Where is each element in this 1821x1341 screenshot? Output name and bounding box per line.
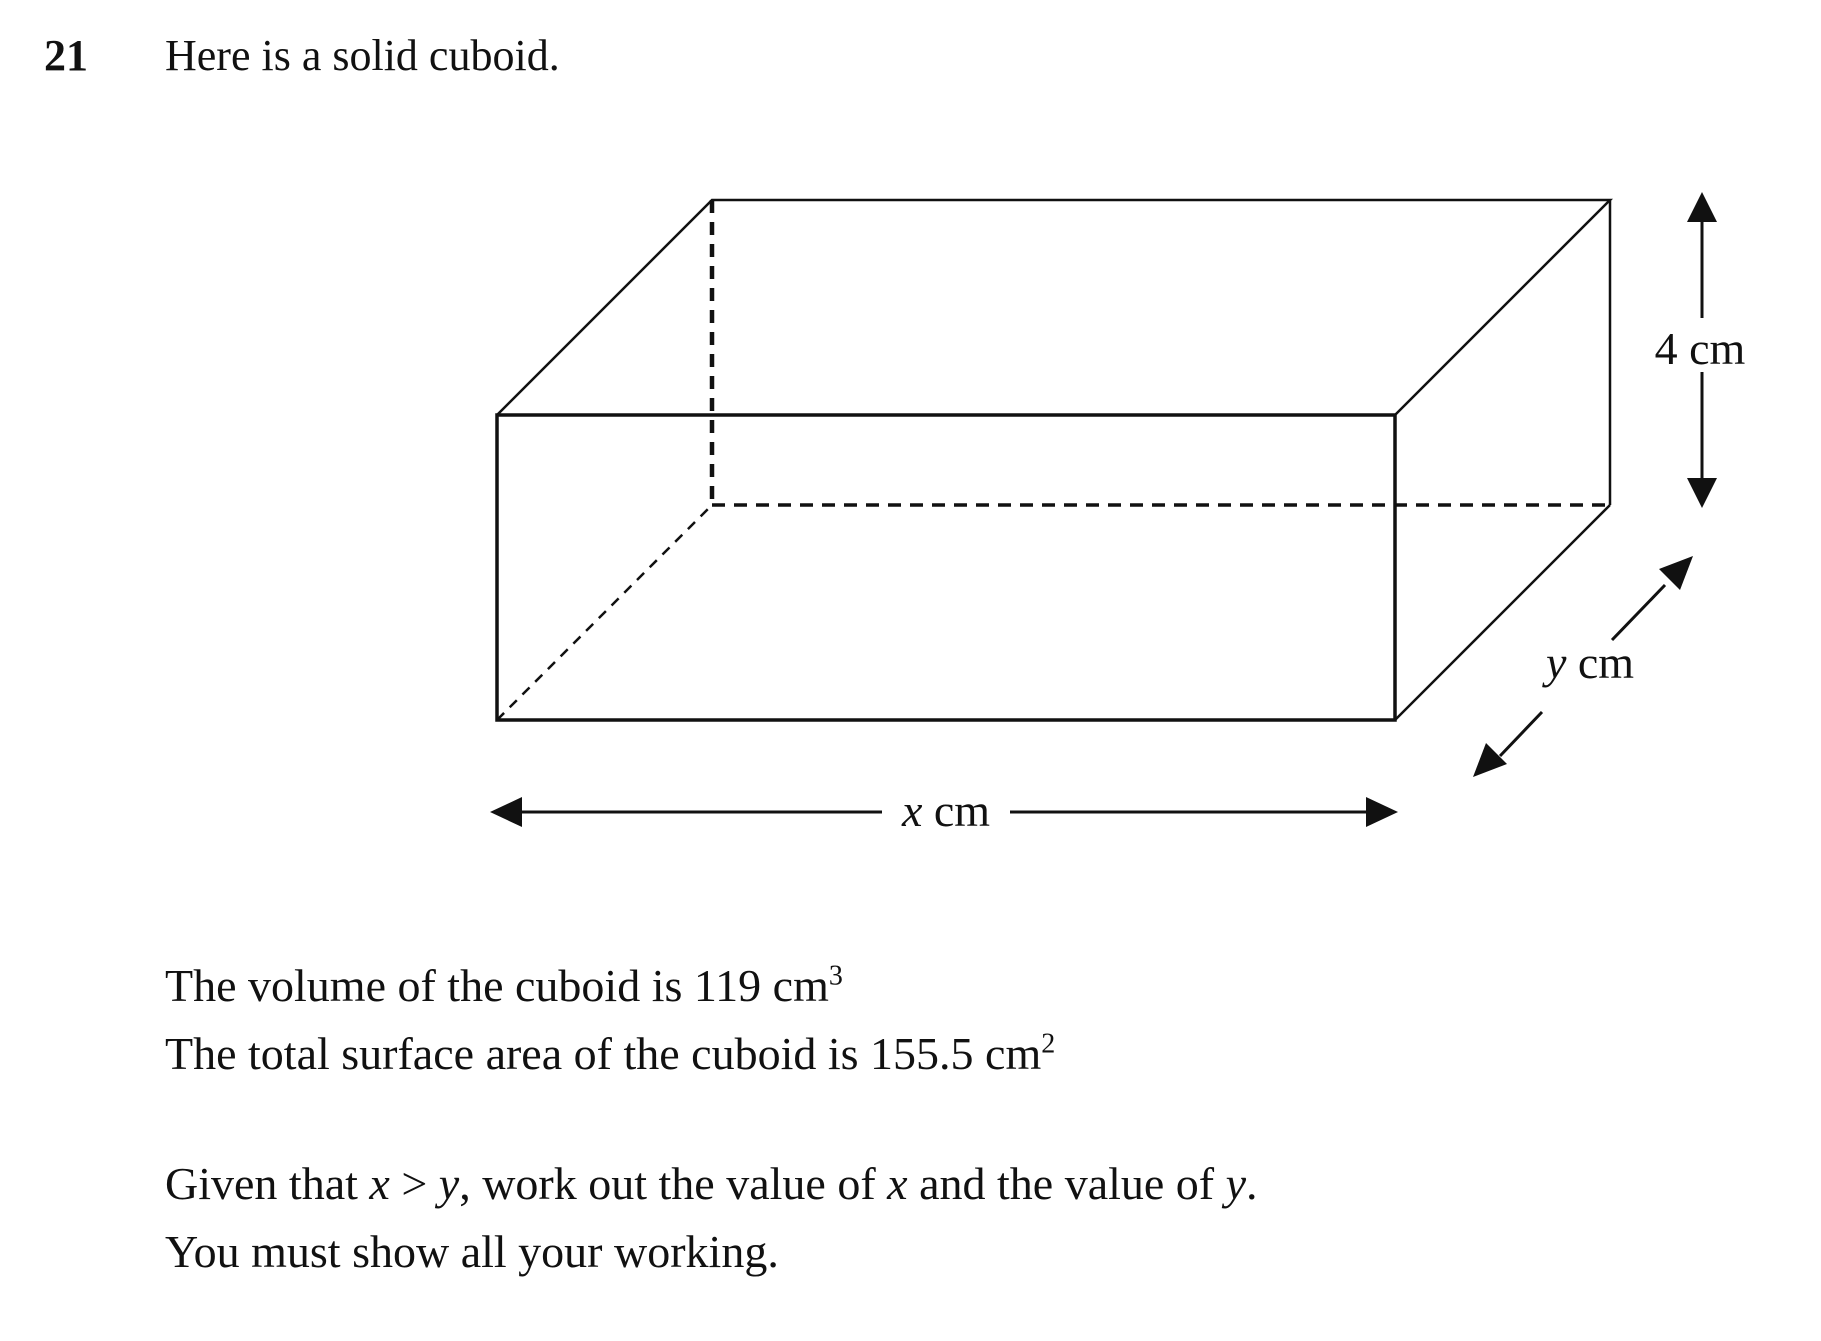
y-dimension-label: y cm (1545, 637, 1635, 688)
hidden-edges (497, 200, 1610, 720)
question-number: 21 (44, 31, 88, 80)
task-line: Given that x > y, work out the value of x and the value of y. (165, 1158, 1258, 1209)
x-arrowhead-right (1366, 797, 1398, 827)
top-face-edges (497, 200, 1610, 415)
front-face (497, 415, 1395, 720)
visible-edges (497, 200, 1610, 720)
height-dimension-label: 4 cm (1654, 323, 1746, 374)
task-instructions (165, 1150, 1258, 1286)
x-arrowhead-left (490, 797, 522, 827)
x-dimension-label: x cm (901, 785, 991, 836)
height-arrowhead-top (1687, 192, 1717, 222)
hidden-edge-left-bottom (497, 505, 712, 720)
given-information (165, 952, 1055, 1088)
working-instruction: You must show all your working. (165, 1226, 779, 1277)
y-arrowhead-lower (1473, 743, 1507, 777)
height-arrowhead-bottom (1687, 478, 1717, 508)
surface-area-statement: The total surface area of the cuboid is 155.5 $cm^2$ (165, 1028, 1056, 1079)
question-intro: Here is a solid cuboid. (165, 31, 560, 80)
volume-statement: The volume of the cuboid is 119 $cm^3$ (165, 960, 843, 1011)
